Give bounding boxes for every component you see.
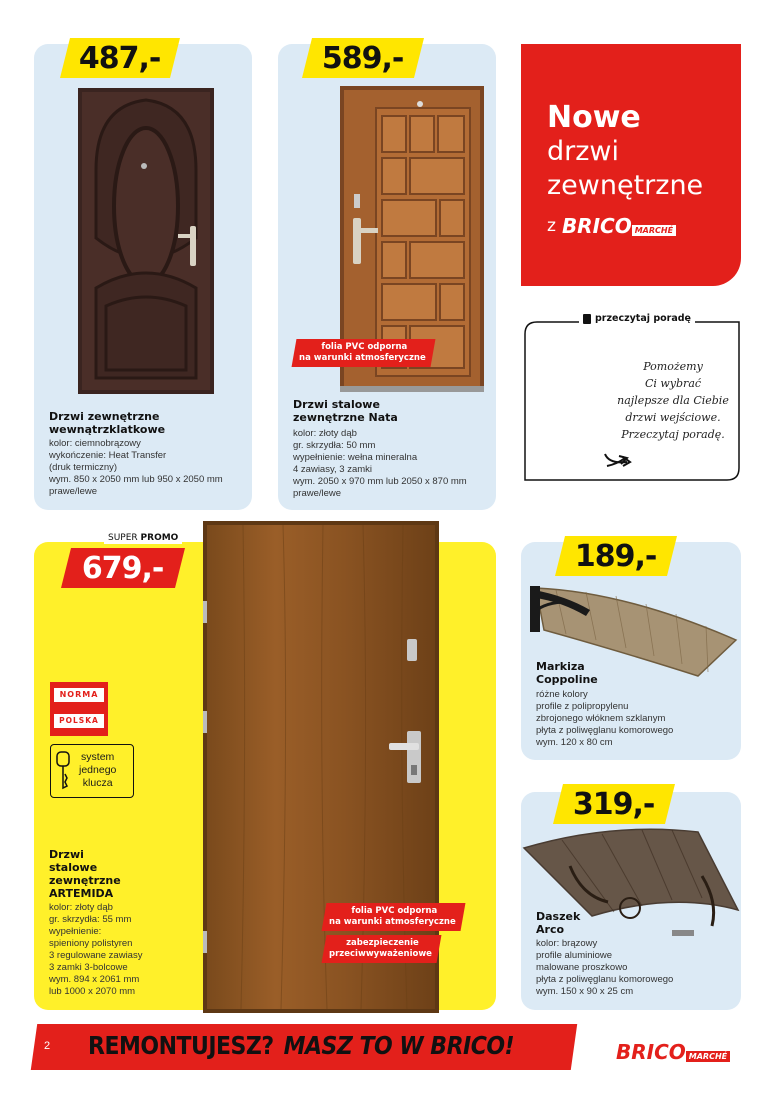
product-description: kolor: ciemnobrązowy wykończenie: Heat Transfer (druk termiczny) wym. 850 x 2050 mm lub 950 x 2050 mm prawe/lewe (49, 438, 223, 497)
hero-title-bold: Nowe (547, 100, 641, 135)
product-title: Drzwi stalowe zewnętrzne ARTEMIDA (49, 848, 121, 900)
hero-title-line3: zewnętrzne (547, 170, 704, 201)
hero-banner (521, 44, 741, 286)
product-description: różne kolory profile z polipropylenu zbrojonego włóknem szklanym płyta z poliwęglanu komorowego wym. 120 x 80 cm (536, 689, 674, 748)
norma-polska-logo: NORMA POLSKA (50, 682, 108, 736)
key-system-text: system jednego klucza (79, 751, 117, 789)
hero-logo-line: z BRICO MARCHÉ (547, 214, 676, 238)
door-image-dark (78, 88, 214, 394)
brico-logo: BRICO MARCHÉ (562, 214, 676, 238)
advice-tag[interactable]: przeczytaj poradę (579, 313, 695, 324)
price-value: 487,- (79, 40, 161, 76)
key-icon (55, 750, 73, 792)
product-title: Drzwi stalowe zewnętrzne Nata (293, 398, 398, 424)
product-title: Drzwi zewnętrzne wewnątrzklatkowe (49, 410, 166, 436)
arrow-right-icon[interactable] (603, 452, 633, 468)
pvc-badge: folia PVC odporna na warunki atmosferyczne (322, 903, 466, 931)
price-tag (302, 38, 424, 78)
price-tag (61, 548, 185, 588)
advice-text: Pomożemy Ci wybrać najlepsze dla Ciebie drzwi wejściowe. Przeczytaj poradę. (617, 360, 729, 441)
product-title: Daszek Arco (536, 910, 581, 936)
super-promo-label: SUPER PROMO (104, 532, 182, 544)
product-title: Markiza Coppoline (536, 660, 598, 686)
single-key-system-badge (50, 744, 134, 798)
footer-brico-logo[interactable]: BRICO MARCHÉ (616, 1040, 730, 1064)
product-description: kolor: brązowy profile aluminiowe malowane proszkowo płyta z poliwęglanu komorowego wym. 150 x 90 x 25 cm (536, 938, 674, 997)
anti-burglary-badge: zabezpieczenie przeciwwyważeniowe (322, 935, 442, 963)
price-value: 189,- (575, 538, 657, 574)
product-description: kolor: złoty dąb gr. skrzydła: 50 mm wypełnienie: wełna mineralna 4 zawiasy, 3 zamki wym. 2050 x 970 mm lub 2050 x 870 mm prawe/lewe (293, 428, 467, 499)
price-tag (60, 38, 180, 78)
price-value: 319,- (573, 786, 655, 822)
document-icon (583, 314, 591, 324)
price-value: 679,- (82, 550, 164, 586)
pvc-badge: folia PVC odporna na warunki atmosferyczne (292, 339, 436, 367)
price-tag (555, 536, 677, 576)
price-value: 589,- (322, 40, 404, 76)
page-number: 2 (44, 1040, 51, 1052)
footer-slogan: REMONTUJESZ? MASZ TO W BRICO! (88, 1032, 515, 1061)
product-description: kolor: złoty dąb gr. skrzydła: 55 mm wypełnienie: spieniony polistyren 3 regulowane zawiasy 3 zamki 3-bolcowe wym. 894 x 2061 mm lub 1000 x 2070 mm (49, 902, 143, 997)
hero-title-line2: drzwi (547, 136, 619, 167)
price-tag (553, 784, 675, 824)
